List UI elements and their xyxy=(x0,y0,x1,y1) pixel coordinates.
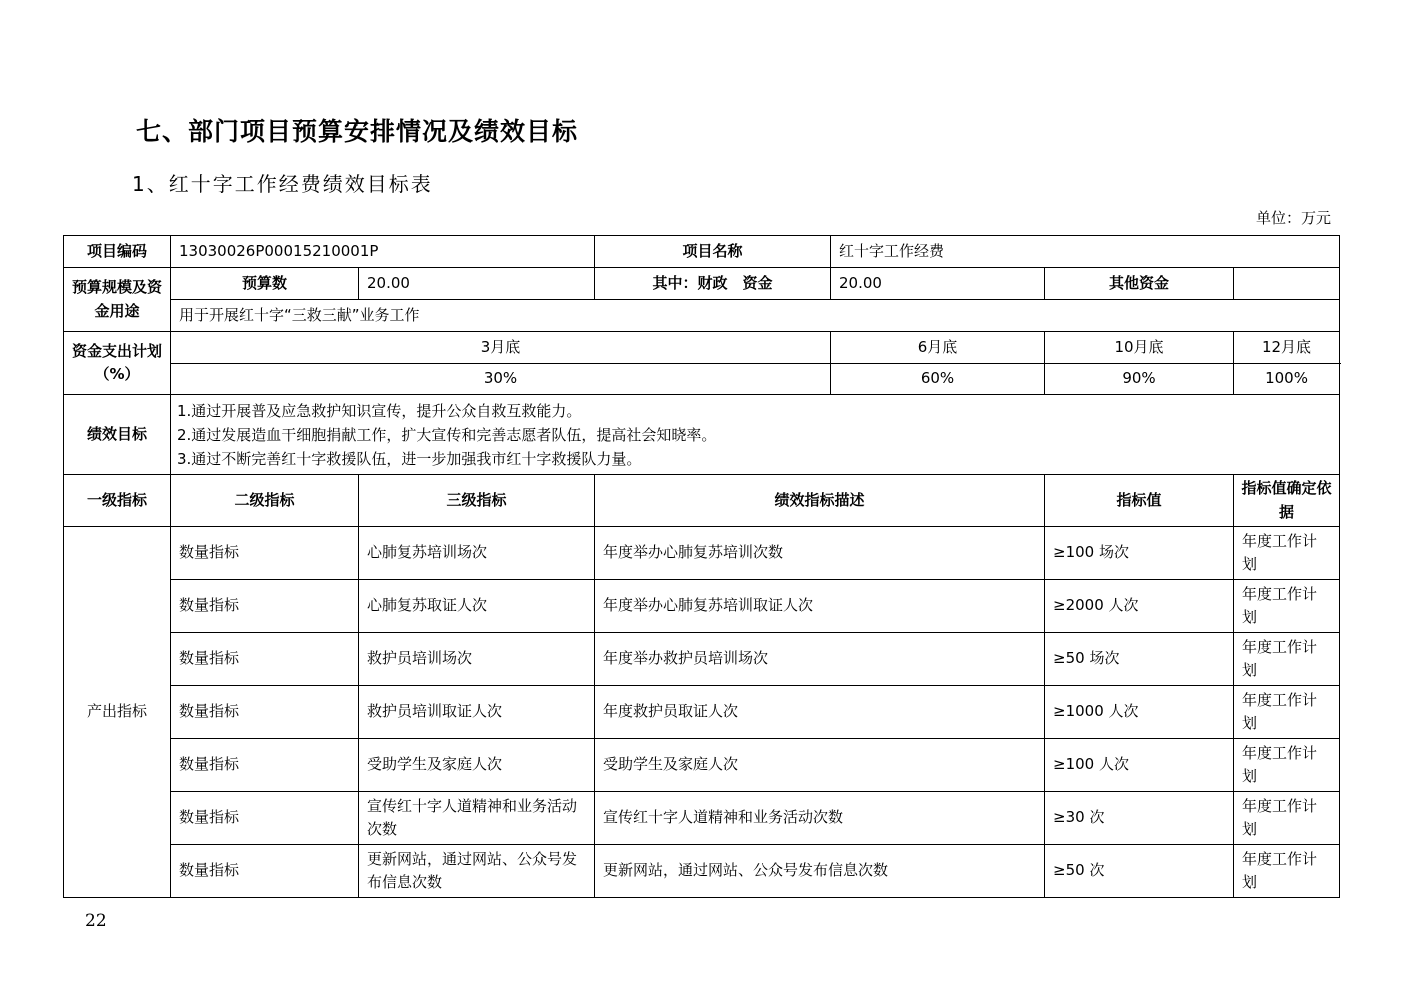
table-row xyxy=(64,739,1340,792)
level3-cell: 心肺复苏培训场次 xyxy=(359,527,595,580)
level3-cell: 心肺复苏取证人次 xyxy=(359,580,595,633)
level3-cell: 救护员培训场次 xyxy=(359,633,595,686)
plan-period-dec: 12月底 xyxy=(1234,332,1340,364)
level2-cell: 数量指标 xyxy=(171,792,359,845)
header-level1: 一级指标 xyxy=(64,475,171,527)
header-value: 指标值 xyxy=(1045,475,1234,527)
budget-value: 20.00 xyxy=(359,268,595,300)
value-cell: ≥100 场次 xyxy=(1045,527,1234,580)
performance-table xyxy=(63,235,1340,898)
budget-scale-label: 预算规模及资金用途 xyxy=(64,268,171,332)
value-cell: ≥1000 人次 xyxy=(1045,686,1234,739)
level2-cell: 数量指标 xyxy=(171,633,359,686)
basis-cell: 年度工作计划 xyxy=(1234,527,1340,580)
finance-fund-label: 其中：财政 资金 xyxy=(595,268,831,300)
level2-cell: 数量指标 xyxy=(171,739,359,792)
performance-goals xyxy=(171,395,1340,475)
header-basis: 指标值确定依据 xyxy=(1234,475,1340,527)
other-fund-value xyxy=(1234,268,1340,300)
value-cell: ≥50 次 xyxy=(1045,845,1234,898)
level2-cell: 数量指标 xyxy=(171,580,359,633)
plan-period-jun: 6月底 xyxy=(831,332,1045,364)
goal-line: 1.通过开展普及应急救护知识宣传，提升公众自救互救能力。 xyxy=(177,401,582,420)
section-title: 七、部门项目预算安排情况及绩效目标 xyxy=(136,117,579,146)
plan-period-mar: 3月底 xyxy=(171,332,831,364)
description-cell: 宣传红十字人道精神和业务活动次数 xyxy=(595,792,1045,845)
table-row xyxy=(64,792,1340,845)
description-cell: 年度举办救护员培训场次 xyxy=(595,633,1045,686)
plan-value-oct: 90% xyxy=(1045,364,1234,395)
level3-cell: 更新网站，通过网站、公众号发布信息次数 xyxy=(359,845,595,898)
description-cell: 受助学生及家庭人次 xyxy=(595,739,1045,792)
description-cell: 年度举办心肺复苏培训次数 xyxy=(595,527,1045,580)
basis-cell: 年度工作计划 xyxy=(1234,792,1340,845)
performance-goal-label: 绩效目标 xyxy=(64,395,171,475)
unit-label: 单位：万元 xyxy=(1255,209,1331,227)
project-name-value: 红十字工作经费 xyxy=(831,236,1340,268)
description-cell: 年度举办心肺复苏培训取证人次 xyxy=(595,580,1045,633)
basis-cell: 年度工作计划 xyxy=(1234,633,1340,686)
plan-value-dec: 100% xyxy=(1234,364,1340,395)
basis-cell: 年度工作计划 xyxy=(1234,845,1340,898)
header-description: 绩效指标描述 xyxy=(595,475,1045,527)
header-level2: 二级指标 xyxy=(171,475,359,527)
spending-plan-label: 资金支出计划（%） xyxy=(64,332,171,395)
fund-usage: 用于开展红十字“三救三献”业务工作 xyxy=(171,300,1340,332)
table-row xyxy=(64,527,1340,580)
goal-line: 2.通过发展造血干细胞捐献工作，扩大宣传和完善志愿者队伍，提高社会知晓率。 xyxy=(177,425,717,444)
table-row xyxy=(64,845,1340,898)
basis-cell: 年度工作计划 xyxy=(1234,686,1340,739)
level3-cell: 受助学生及家庭人次 xyxy=(359,739,595,792)
plan-period-oct: 10月底 xyxy=(1045,332,1234,364)
level3-cell: 宣传红十字人道精神和业务活动次数 xyxy=(359,792,595,845)
value-cell: ≥50 场次 xyxy=(1045,633,1234,686)
level2-cell: 数量指标 xyxy=(171,845,359,898)
level2-cell: 数量指标 xyxy=(171,527,359,580)
budget-label: 预算数 xyxy=(171,268,359,300)
table-row xyxy=(64,633,1340,686)
basis-cell: 年度工作计划 xyxy=(1234,580,1340,633)
plan-value-mar: 30% xyxy=(171,364,831,395)
subsection-title: 1、红十字工作经费绩效目标表 xyxy=(132,172,433,196)
header-level3: 三级指标 xyxy=(359,475,595,527)
project-name-label: 项目名称 xyxy=(595,236,831,268)
plan-value-jun: 60% xyxy=(831,364,1045,395)
basis-cell: 年度工作计划 xyxy=(1234,739,1340,792)
description-cell: 年度救护员取证人次 xyxy=(595,686,1045,739)
description-cell: 更新网站，通过网站、公众号发布信息次数 xyxy=(595,845,1045,898)
value-cell: ≥100 人次 xyxy=(1045,739,1234,792)
table-row xyxy=(64,686,1340,739)
other-fund-label: 其他资金 xyxy=(1045,268,1234,300)
page-number: 22 xyxy=(85,911,107,931)
project-code-label: 项目编码 xyxy=(64,236,171,268)
table-row xyxy=(64,580,1340,633)
level1-indicator: 产出指标 xyxy=(64,527,171,898)
goal-line: 3.通过不断完善红十字救援队伍，进一步加强我市红十字救援队力量。 xyxy=(177,449,642,468)
value-cell: ≥30 次 xyxy=(1045,792,1234,845)
level2-cell: 数量指标 xyxy=(171,686,359,739)
project-code-value: 13030026P00015210001P xyxy=(171,236,595,268)
level3-cell: 救护员培训取证人次 xyxy=(359,686,595,739)
value-cell: ≥2000 人次 xyxy=(1045,580,1234,633)
finance-fund-value: 20.00 xyxy=(831,268,1045,300)
